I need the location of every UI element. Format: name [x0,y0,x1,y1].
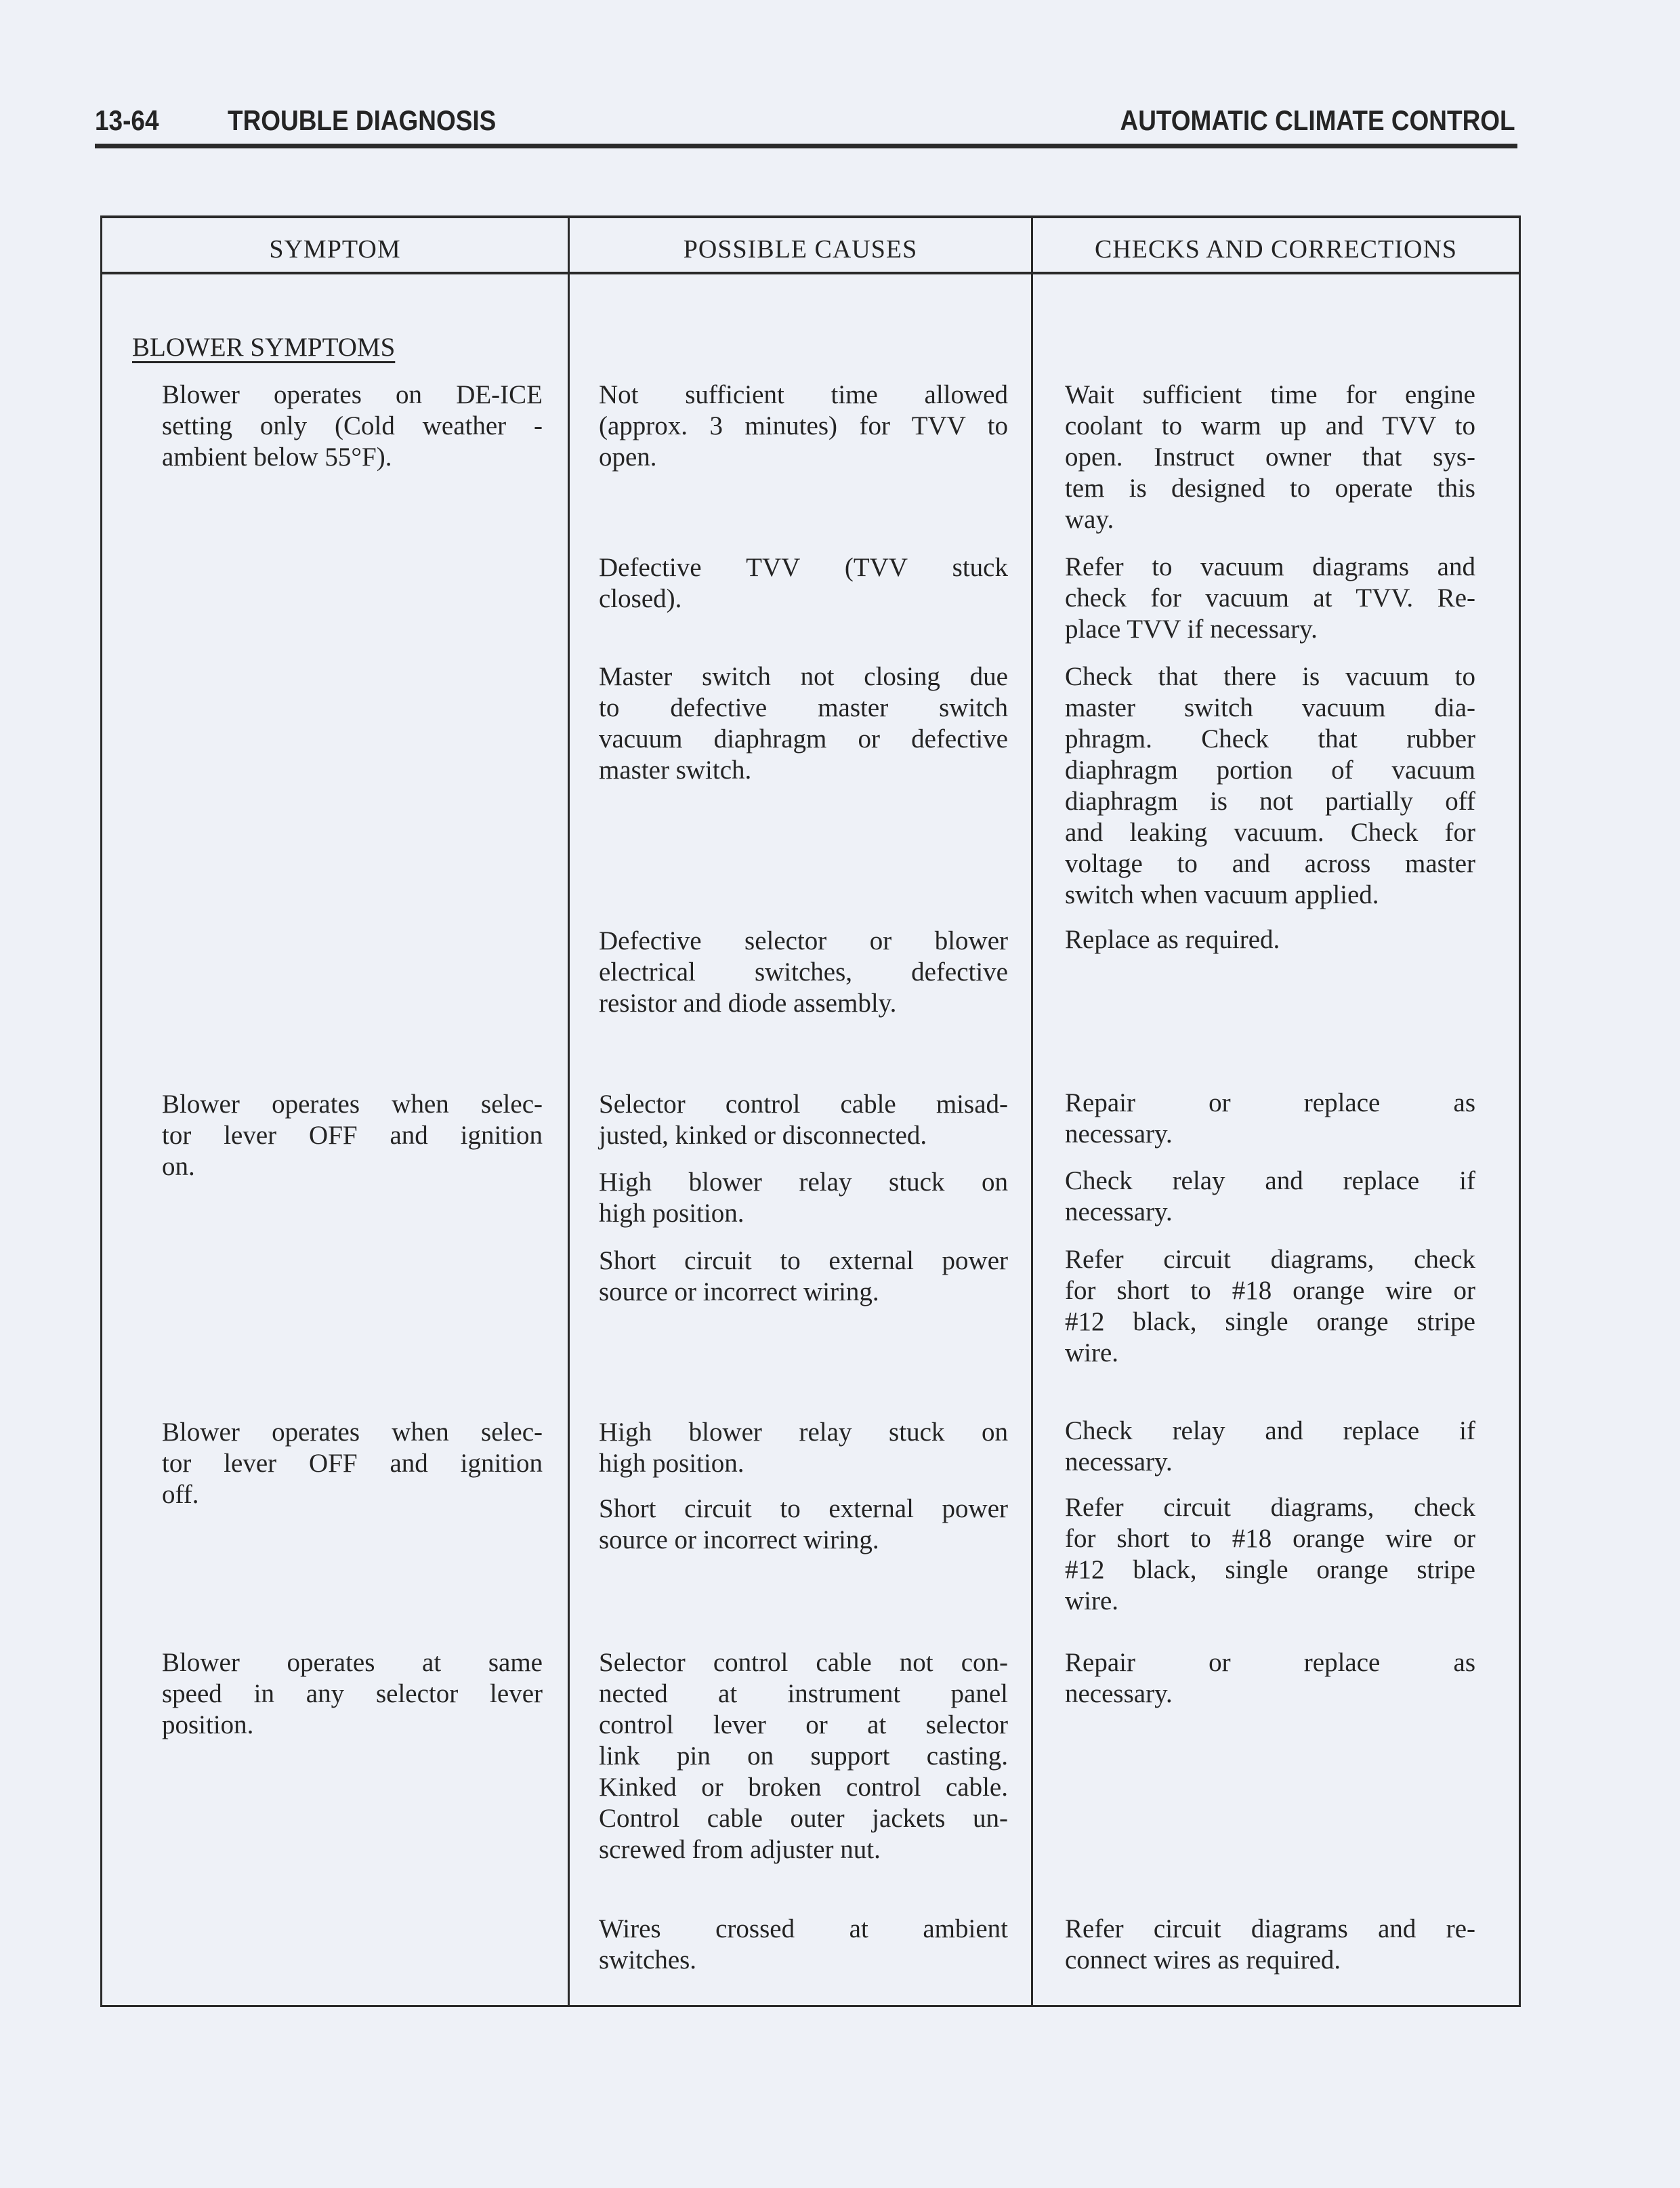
text-line: Refer to vacuum diagrams and [1065,552,1475,581]
text-line: position. [162,1710,254,1739]
section-title: TROUBLE DIAGNOSIS [228,104,497,136]
text-line: screwed from adjuster nut. [599,1835,881,1864]
text-line: off. [162,1480,199,1509]
column-header-checks: CHECKS AND CORRECTIONS [1094,235,1458,264]
text-line: for short to #18 orange wire or [1065,1276,1475,1305]
text-line: Selector control cable misad- [599,1090,1008,1119]
text-line: connect wires as required. [1065,1945,1341,1975]
check-cell [1065,924,1475,955]
text-line: Refer circuit diagrams, check [1065,1493,1475,1522]
cause-cell [599,1914,1008,1976]
text-line: diaphragm portion of vacuum [1065,756,1475,785]
text-line: Refer circuit diagrams and re- [1065,1914,1475,1943]
text-line: Check relay and replace if [1065,1416,1475,1445]
cause-cell [599,1493,1008,1556]
text-line: place TVV if necessary. [1065,615,1318,644]
text-line: High blower relay stuck on [599,1418,1008,1447]
text-line: on. [162,1152,195,1181]
text-line: Blower operates on DE-ICE [162,380,543,409]
text-line: necessary. [1065,1197,1173,1226]
text-line: switch when vacuum applied. [1065,880,1379,909]
text-line: Repair or replace as [1065,1648,1475,1677]
text-line: high position. [599,1199,744,1228]
cause-cell [599,1417,1008,1479]
text-line: Wires crossed at ambient [599,1914,1008,1943]
text-line: necessary. [1065,1119,1173,1149]
text-line: high position. [599,1449,744,1478]
text-line: control lever or at selector [599,1710,1008,1739]
text-line: to defective master switch [599,693,1008,722]
text-line: link pin on support casting. [599,1741,1008,1771]
symptom-cell [162,1089,543,1182]
text-line: tor lever OFF and ignition [162,1449,543,1478]
check-cell [1065,552,1475,645]
text-line: Wait sufficient time for engine [1065,380,1475,409]
check-cell [1065,1416,1475,1478]
text-line: wire. [1065,1586,1119,1615]
chapter-title: AUTOMATIC CLIMATE CONTROL [1120,104,1515,136]
text-line: ambient below 55°F). [162,442,392,472]
header-rule [95,144,1517,148]
text-line: Blower operates when selec- [162,1090,543,1119]
text-line: Blower operates at same [162,1648,543,1677]
check-cell [1065,1088,1475,1150]
check-cell [1065,1244,1475,1369]
text-line: Repair or replace as [1065,1088,1475,1117]
column-header-causes: POSSIBLE CAUSES [683,235,918,264]
text-line: setting only (Cold weather - [162,411,543,440]
text-line: Not sufficient time allowed [599,380,1008,409]
text-line: Master switch not closing due [599,662,1008,691]
text-line: source or incorrect wiring. [599,1525,879,1554]
text-line: diaphragm is not partially off [1065,787,1475,816]
text-line: resistor and diode assembly. [599,989,897,1018]
symptom-cell [162,1417,543,1510]
text-line: master switch. [599,756,752,785]
text-line: necessary. [1065,1447,1173,1477]
text-line: open. Instruct owner that sys- [1065,442,1475,472]
text-line: Check that there is vacuum to [1065,662,1475,691]
check-cell [1065,1165,1475,1228]
text-line: Refer circuit diagrams, check [1065,1245,1475,1274]
cause-cell [599,379,1008,473]
cause-cell [599,1647,1008,1865]
text-line: Replace as required. [1065,925,1280,954]
text-line: source or incorrect wiring. [599,1277,879,1306]
column-divider [1031,215,1033,2007]
text-line: #12 black, single orange stripe [1065,1307,1475,1336]
column-header-symptom: SYMPTOM [269,235,401,264]
check-cell [1065,1647,1475,1710]
text-line: tem is designed to operate this [1065,474,1475,503]
text-line: master switch vacuum dia- [1065,693,1475,722]
text-line: #12 black, single orange stripe [1065,1555,1475,1584]
cause-cell [599,661,1008,786]
check-cell [1065,661,1475,911]
text-line: tor lever OFF and ignition [162,1121,543,1150]
text-line: justed, kinked or disconnected. [599,1121,927,1150]
check-cell [1065,379,1475,535]
text-line: closed). [599,584,682,613]
text-line: and leaking vacuum. Check for [1065,818,1475,847]
text-line: electrical switches, defective [599,957,1008,987]
cause-cell [599,1245,1008,1308]
text-line: for short to #18 orange wire or [1065,1524,1475,1553]
text-line: necessary. [1065,1679,1173,1708]
text-line: Short circuit to external power [599,1494,1008,1523]
column-divider [568,215,570,2007]
text-line: (approx. 3 minutes) for TVV to [599,411,1008,440]
text-line: coolant to warm up and TVV to [1065,411,1475,440]
text-line: Check relay and replace if [1065,1166,1475,1195]
table-header-divider [100,272,1521,274]
text-line: Kinked or broken control cable. [599,1773,1008,1802]
text-line: nected at instrument panel [599,1679,1008,1708]
text-line: Defective TVV (TVV stuck [599,553,1008,582]
text-line: Control cable outer jackets un- [599,1804,1008,1833]
subheading-blower-symptoms: BLOWER SYMPTOMS [132,333,396,362]
cause-cell [599,926,1008,1019]
text-line: High blower relay stuck on [599,1168,1008,1197]
text-line: speed in any selector lever [162,1679,543,1708]
text-line: Selector control cable not con- [599,1648,1008,1677]
text-line: check for vacuum at TVV. Re- [1065,583,1475,613]
text-line: Defective selector or blower [599,926,1008,955]
text-line: voltage to and across master [1065,849,1475,878]
cause-cell [599,552,1008,615]
check-cell [1065,1492,1475,1617]
page-number: 13-64 [95,104,159,136]
text-line: open. [599,442,657,472]
cause-cell [599,1167,1008,1229]
symptom-cell [162,379,543,473]
text-line: Blower operates when selec- [162,1418,543,1447]
symptom-cell [162,1647,543,1741]
text-line: vacuum diaphragm or defective [599,724,1008,754]
text-line: phragm. Check that rubber [1065,724,1475,754]
text-line: switches. [599,1945,697,1975]
text-line: way. [1065,505,1114,534]
check-cell [1065,1914,1475,1976]
text-line: wire. [1065,1338,1119,1367]
cause-cell [599,1089,1008,1151]
text-line: Short circuit to external power [599,1246,1008,1275]
